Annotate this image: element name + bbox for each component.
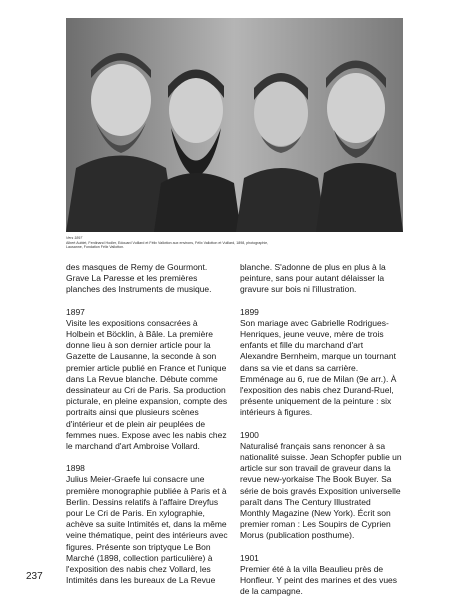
right-intro-paragraph: blanche. S'adonne de plus en plus à la peinture, sans pour autant délaisser la gravure sur bois ni l'illustration. xyxy=(240,262,386,295)
entry-text-1900: Naturalisé français sans renoncer à sa nationalité suisse. Jean Schopfer publie un article sur son travail de graveur dans la revue new-yorkaise The Book Buyer. Sa série de bois gravés Exposition universelle paraît dans The Century Illustrated Monthly Magazine (New York). Écrit son premier roman : Les Soupirs de Cyprien Morus (publication posthume). xyxy=(240,440,402,541)
photo-caption xyxy=(66,236,276,250)
entry-text-1897: Visite les expositions consacrées à Holbein et Böcklin, à Bâle. La première donne lieu à son dernier article pour la Gazette de Lausanne, la seconde à son premier article publié en France et l'unique dans La Revue blanche. Débute comme dessinateur au Cri de Paris. Sa production picturale, en pleine expansion, compte des portraits ainsi que plusieurs scènes d'intérieur et de plein air peuplées de femmes nues. Expose avec les nabis chez le marchand d'art Ambroise Vollard. xyxy=(66,317,228,452)
caption-title: Vers 1897 xyxy=(66,236,83,240)
year-heading-1900: 1900 xyxy=(240,429,259,440)
left-column xyxy=(66,262,228,586)
entry-text-1899: Son mariage avec Gabrielle Rodrigues-Henriques, jeune veuve, mère de trois enfants et fille du marchand d'art Alexandre Bernheim, marque un tournant dans sa vie et dans sa carrière. Emménage au 6, rue de Milan (9e arr.). À l'exposition des nabis chez Durand-Ruel, présente uniquement de la peinture : six intérieurs à figures. xyxy=(240,317,397,418)
page-number: 237 xyxy=(26,571,43,582)
entry-text-1898: Julius Meier-Graefe lui consacre une première monographie publiée à Paris et à Berlin. Dessins relatifs à l'affaire Dreyfus pour Le Cri de Paris. En xylographie, achève sa suite Intimités et, dans la même veine thématique, peint des intérieurs avec figures. Présente son triptyque Le Bon Marché (1898, collection particulière) à l'exposition des nabis chez Vollard, les Intimités dans les bureaux de La Revue xyxy=(66,474,228,586)
left-intro-paragraph: des masques de Remy de Gourmont. Grave La Paresse et les premières planches des Instruments de musique. xyxy=(66,262,212,295)
entry-text-1901: Premier été à la villa Beaulieu près de Honfleur. Y peint des marines et des vues de la campagne. xyxy=(240,563,398,597)
right-column xyxy=(240,262,402,597)
group-portrait-photograph xyxy=(66,18,403,232)
year-heading-1901: 1901 xyxy=(240,552,259,563)
year-heading-1898: 1898 xyxy=(66,463,85,474)
year-heading-1899: 1899 xyxy=(240,306,259,317)
caption-text: Albert Aublet, Ferdinand Hodler, Edouard Vuillard et Félix Vallotton aux environs, Félix Vallotton et Vuillard, 1898, photographie, Lausanne, Fondation Félix Vallotton. xyxy=(66,240,269,250)
year-heading-1897: 1897 xyxy=(66,306,85,317)
